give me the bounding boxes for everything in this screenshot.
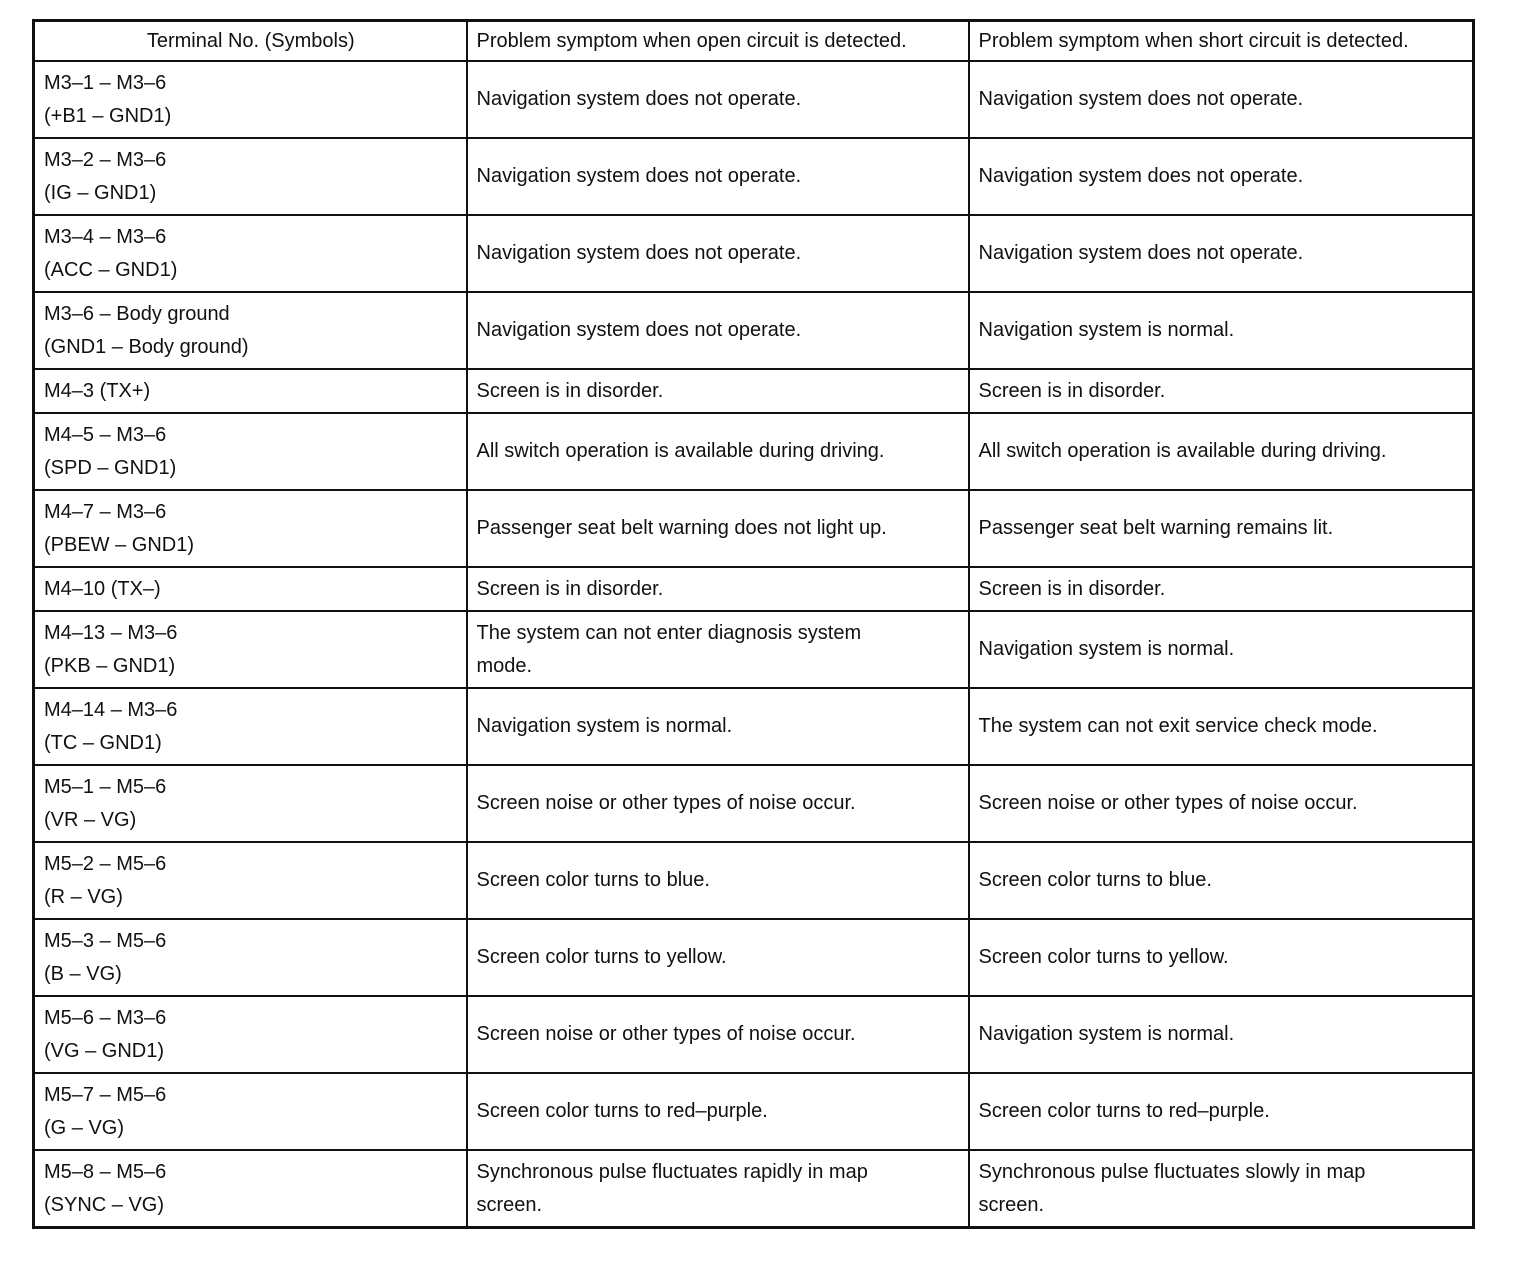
short-circuit-text-line: Screen is in disorder. [978,379,1166,402]
terminal-text-line: M3–1 – M3–6 [44,71,167,94]
short-circuit-text-line: The system can not exit service check mode. [978,715,1378,737]
terminal-cell [34,369,467,413]
table-row [34,292,1474,369]
short-circuit-text-line: screen. [978,1193,1045,1216]
terminal-text-line: (PBEW – GND1) [44,533,195,556]
terminal-text-line: M3–2 – M3–6 [44,148,167,171]
terminal-cell [34,215,467,292]
open-circuit-cell [467,996,969,1073]
short-circuit-cell [969,688,1474,765]
terminal-text-line: (GND1 – Body ground) [44,335,249,358]
table-header [34,21,1474,62]
open-circuit-text-line: screen. [476,1193,543,1216]
short-circuit-text-line: Screen color turns to red–purple. [978,1100,1270,1122]
terminal-text-line: (SPD – GND1) [44,456,177,479]
terminal-text-line: M5–7 – M5–6 [44,1083,167,1106]
table-row [34,765,1474,842]
short-circuit-cell [969,996,1474,1073]
terminal-text-line: M5–2 – M5–6 [44,852,167,875]
terminal-text-line: (G – VG) [44,1116,125,1139]
open-circuit-cell [467,567,969,611]
open-circuit-cell [467,138,969,215]
open-circuit-text-line: Navigation system does not operate. [476,319,802,341]
terminal-text-line: (+B1 – GND1) [44,104,172,127]
terminal-text-line: (R – VG) [44,885,123,908]
open-circuit-cell [467,1073,969,1150]
terminal-cell [34,61,467,138]
table-row [34,842,1474,919]
table-row [34,996,1474,1073]
open-circuit-cell [467,61,969,138]
short-circuit-text-line: Screen is in disorder. [978,577,1166,600]
terminal-cell [34,842,467,919]
terminal-cell [34,490,467,567]
terminal-cell [34,1073,467,1150]
short-circuit-text-line: Navigation system does not operate. [978,88,1304,110]
open-circuit-text-line: Passenger seat belt warning does not light up. [476,517,887,539]
open-circuit-cell [467,215,969,292]
open-circuit-text-line: Navigation system does not operate. [476,165,802,187]
open-circuit-text-line: Screen color turns to yellow. [476,946,727,968]
terminal-cell [34,919,467,996]
short-circuit-text-line: Synchronous pulse fluctuates slowly in map [978,1160,1366,1183]
header-terminal: Terminal No. (Symbols) [34,21,467,62]
header-row [34,21,1474,62]
table-row [34,369,1474,413]
short-circuit-text-line: Screen color turns to blue. [978,869,1212,891]
table-row [34,413,1474,490]
terminal-text-line: M4–10 (TX–) [44,577,161,600]
symptom-table [32,19,1475,1229]
terminal-cell [34,292,467,369]
open-circuit-text-line: Screen is in disorder. [476,577,664,600]
terminal-text-line: (TC – GND1) [44,731,162,754]
terminal-cell [34,567,467,611]
short-circuit-cell [969,611,1474,688]
short-circuit-text-line: Navigation system is normal. [978,638,1235,660]
short-circuit-cell [969,490,1474,567]
short-circuit-text-line: Screen color turns to yellow. [978,946,1229,968]
open-circuit-text-line: Synchronous pulse fluctuates rapidly in map [476,1160,868,1183]
open-circuit-text-line: Screen noise or other types of noise occur. [476,792,856,814]
open-circuit-text-line: Screen noise or other types of noise occur. [476,1023,856,1045]
open-circuit-text-line: Screen color turns to blue. [476,869,710,891]
terminal-cell [34,138,467,215]
header-short-circuit: Problem symptom when short circuit is detected. [969,21,1474,62]
open-circuit-cell [467,413,969,490]
open-circuit-text-line: Screen color turns to red–purple. [476,1100,768,1122]
terminal-cell [34,765,467,842]
open-circuit-text-line: mode. [476,654,533,677]
short-circuit-text-line: Navigation system does not operate. [978,242,1304,264]
short-circuit-cell [969,842,1474,919]
open-circuit-cell [467,369,969,413]
short-circuit-cell [969,567,1474,611]
short-circuit-cell [969,215,1474,292]
terminal-text-line: M3–6 – Body ground [44,302,230,325]
short-circuit-text-line: Navigation system is normal. [978,319,1235,341]
short-circuit-text-line: Passenger seat belt warning remains lit. [978,517,1334,539]
terminal-text-line: (PKB – GND1) [44,654,176,677]
short-circuit-text-line: Screen noise or other types of noise occur. [978,792,1358,814]
terminal-text-line: M5–6 – M3–6 [44,1006,167,1029]
table-row [34,490,1474,567]
short-circuit-cell [969,919,1474,996]
table-row [34,611,1474,688]
terminal-text-line: M5–8 – M5–6 [44,1160,167,1183]
terminal-text-line: M5–3 – M5–6 [44,929,167,952]
terminal-text-line: (IG – GND1) [44,181,157,204]
table-row [34,567,1474,611]
short-circuit-text-line: Navigation system is normal. [978,1023,1235,1045]
terminal-text-line: M4–7 – M3–6 [44,500,167,523]
header-open-circuit: Problem symptom when open circuit is detected. [467,21,969,62]
table-row [34,688,1474,765]
open-circuit-cell [467,292,969,369]
short-circuit-cell [969,765,1474,842]
open-circuit-text-line: Navigation system does not operate. [476,88,802,110]
open-circuit-cell [467,611,969,688]
open-circuit-text-line: Navigation system does not operate. [476,242,802,264]
terminal-text-line: M3–4 – M3–6 [44,225,167,248]
open-circuit-text-line: Screen is in disorder. [476,379,664,402]
table-row [34,919,1474,996]
open-circuit-cell [467,842,969,919]
short-circuit-text-line: All switch operation is available during driving. [978,440,1387,462]
table-row [34,61,1474,138]
open-circuit-cell [467,1150,969,1228]
terminal-cell [34,996,467,1073]
terminal-text-line: M4–14 – M3–6 [44,698,178,721]
table-row [34,1150,1474,1228]
table-row [34,1073,1474,1150]
short-circuit-cell [969,292,1474,369]
terminal-text-line: (B – VG) [44,962,122,985]
open-circuit-cell [467,688,969,765]
terminal-text-line: (SYNC – VG) [44,1193,165,1216]
open-circuit-cell [467,490,969,567]
terminal-cell [34,413,467,490]
table-row [34,215,1474,292]
terminal-text-line: M5–1 – M5–6 [44,775,167,798]
terminal-text-line: (ACC – GND1) [44,258,178,281]
short-circuit-cell [969,413,1474,490]
open-circuit-cell [467,765,969,842]
terminal-text-line: M4–3 (TX+) [44,379,151,402]
short-circuit-cell [969,61,1474,138]
terminal-cell [34,1150,467,1228]
table-body [34,61,1474,1228]
open-circuit-text-line: Navigation system is normal. [476,715,733,737]
short-circuit-cell [969,369,1474,413]
open-circuit-text-line: All switch operation is available during driving. [476,440,885,462]
short-circuit-cell [969,1150,1474,1228]
short-circuit-cell [969,1073,1474,1150]
open-circuit-text-line: The system can not enter diagnosis system [476,621,862,644]
terminal-text-line: (VR – VG) [44,808,137,831]
terminal-text-line: M4–5 – M3–6 [44,423,167,446]
short-circuit-text-line: Navigation system does not operate. [978,165,1304,187]
terminal-cell [34,688,467,765]
table-row [34,138,1474,215]
short-circuit-cell [969,138,1474,215]
terminal-cell [34,611,467,688]
open-circuit-cell [467,919,969,996]
terminal-text-line: M4–13 – M3–6 [44,621,178,644]
terminal-text-line: (VG – GND1) [44,1039,165,1062]
